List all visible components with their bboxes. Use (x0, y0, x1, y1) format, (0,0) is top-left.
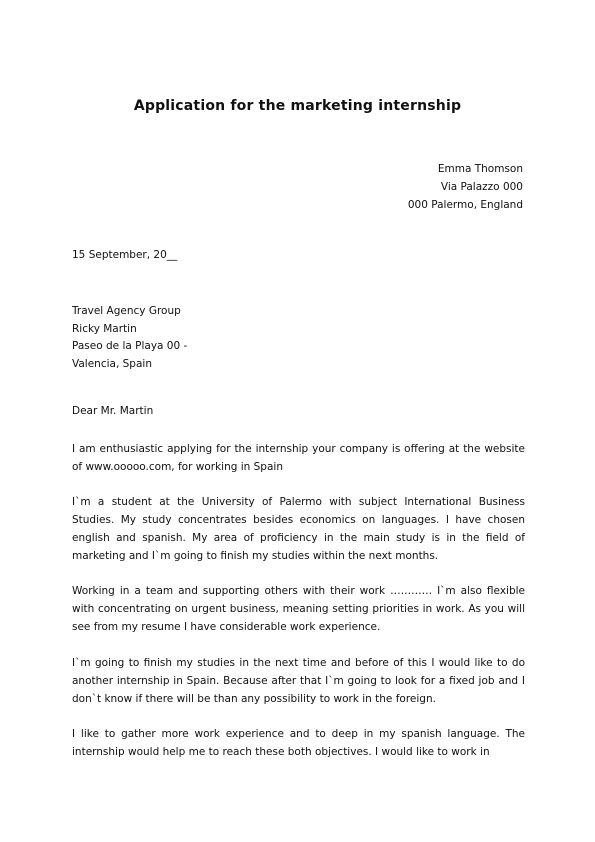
recipient-address-block (72, 303, 187, 373)
sender-name: Emma Thomson (437, 163, 523, 175)
body-paragraph: I like to gather more work experience and to deep in my spanish language. The internship would help me to reach these both objectives. I would like to work in (72, 728, 525, 758)
recipient-name: Ricky Martin (72, 322, 137, 335)
letter-title: Application for the marketing internship (133, 98, 462, 114)
letter-date: 15 September, 20__ (72, 249, 178, 261)
salutation: Dear Mr. Martin (72, 405, 154, 417)
sender-city: 000 Palermo, England (407, 199, 523, 211)
recipient-city: Valencia, Spain (72, 357, 152, 370)
recipient-street: Paseo de la Playa 00 - (72, 340, 188, 352)
body-paragraph: I am enthusiastic applying for the internship your company is offering at the website of www.ooooo.com, for working in Spain (72, 443, 525, 473)
recipient-company: Travel Agency Group (72, 305, 181, 317)
body-paragraph: I`m a student at the University of Palermo with subject International Business Studies. My study concentrates besides economics on languages. I have chosen english and spanish. My area of proficiency in the main study is in the field of marketing and I`m going to finish my studies within the next months. (72, 496, 525, 562)
sender-address-block (408, 160, 523, 214)
sender-street: Via Palazzo 000 (440, 181, 523, 193)
body-paragraph: Working in a team and supporting others with their work ………… I`m also flexible with concentrating on urgent business, meaning setting priorities in work. As you will see from my resume I have considerable work experience. (72, 585, 525, 633)
body-paragraph: I`m going to finish my studies in the next time and before of this I would like to do another internship in Spain. Because after that I`m going to look for a fixed job and I don`t know if there will be than any possibility to work in the foreign. (72, 657, 525, 705)
